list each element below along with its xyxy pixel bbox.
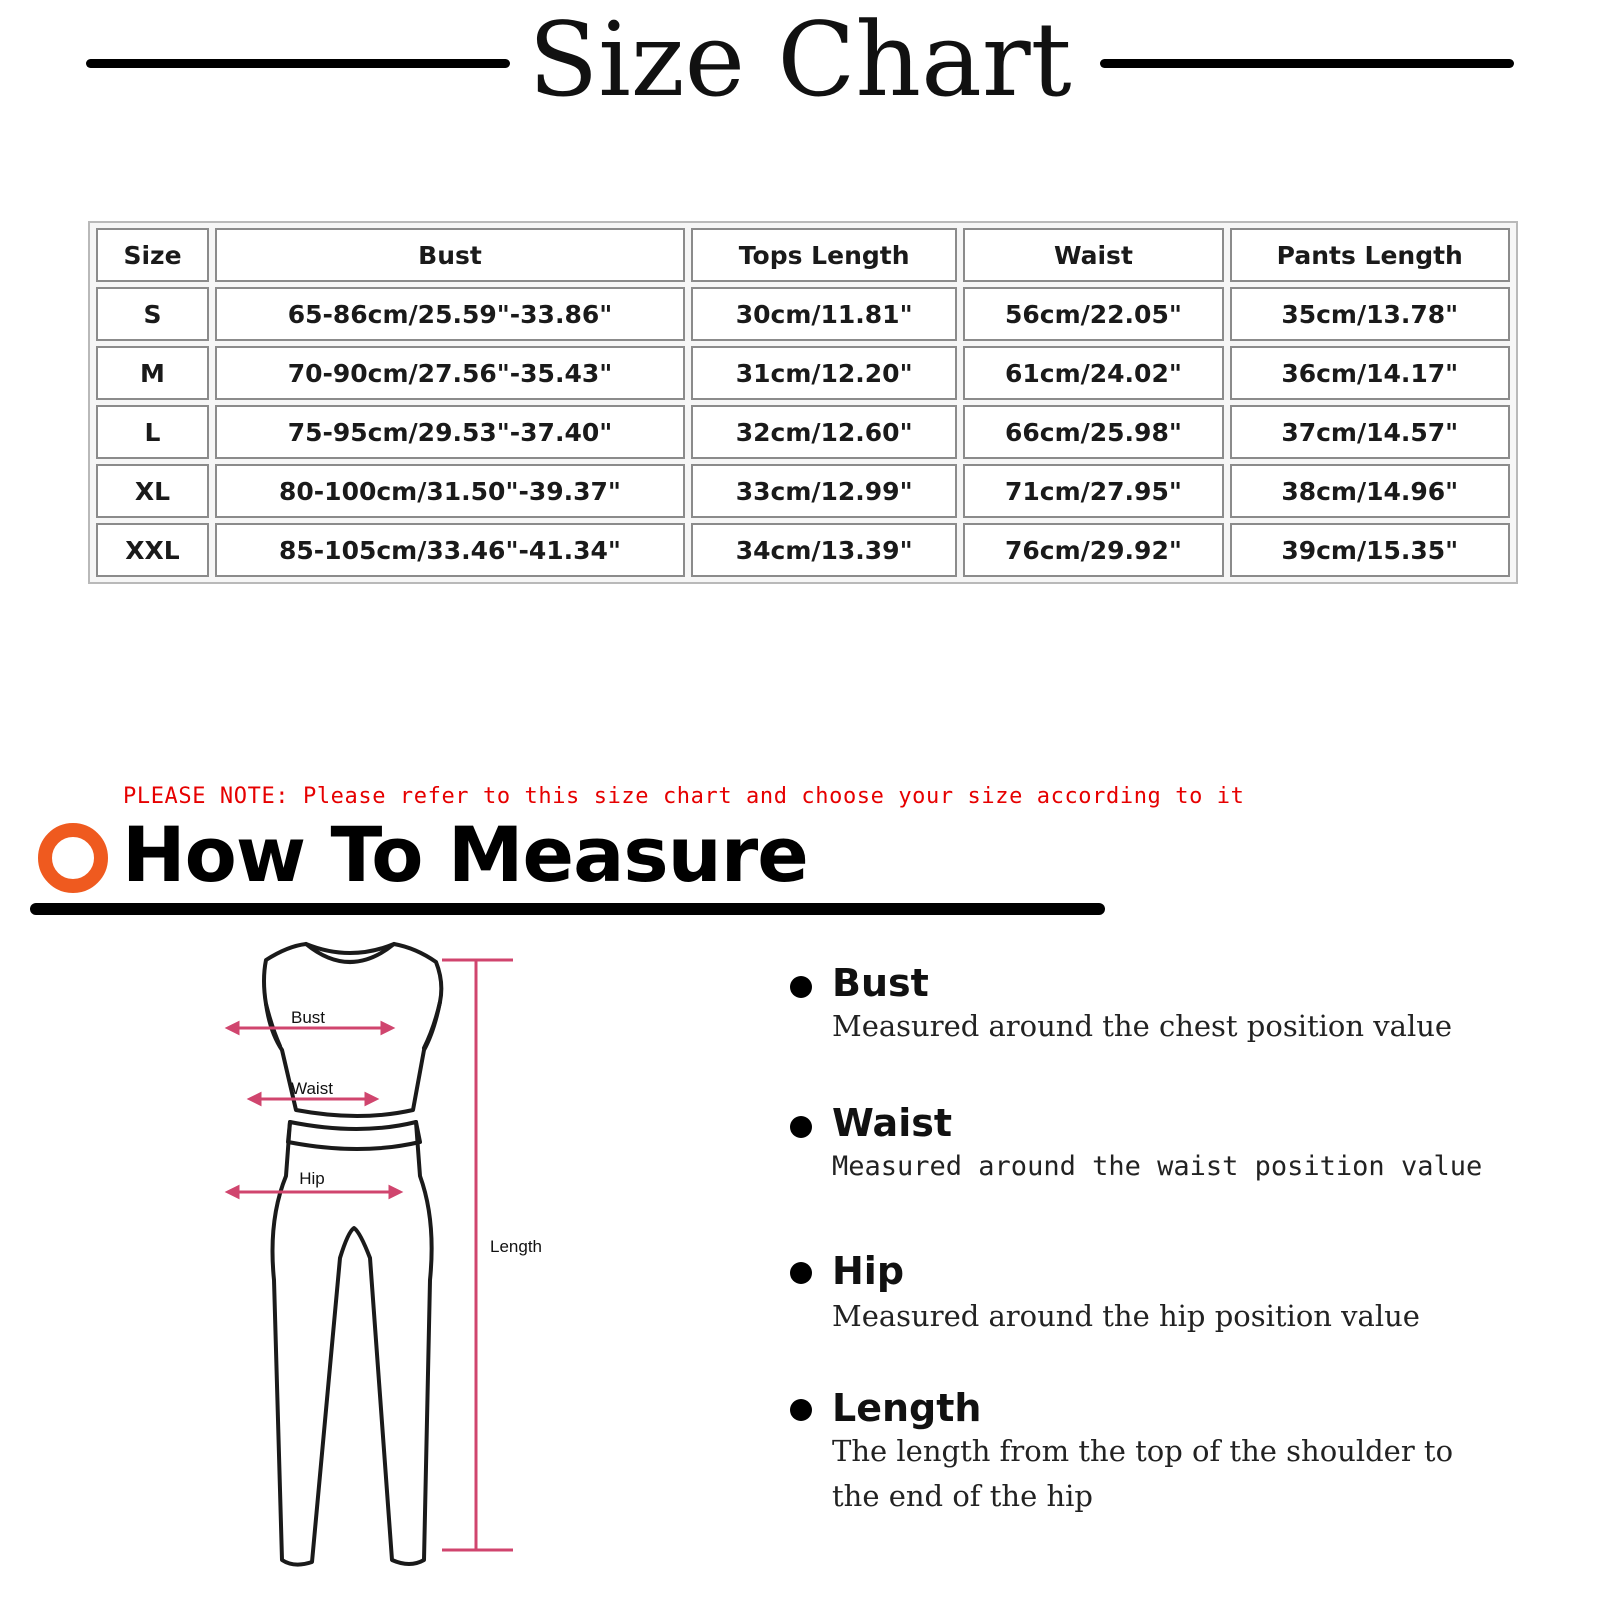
table-row [96, 405, 1510, 459]
page-title: Size Chart [528, 1, 1072, 120]
pants-length-cell: 36cm/14.17" [1230, 346, 1510, 400]
figure-label-waist: Waist [291, 1079, 333, 1098]
size-table [88, 221, 1518, 584]
definition-description: the end of the hip [832, 1479, 1093, 1513]
table-row [96, 523, 1510, 577]
size-cell: S [96, 287, 209, 341]
tops-length-cell: 34cm/13.39" [691, 523, 957, 577]
bullet-icon [790, 976, 812, 998]
bullet-icon [790, 1116, 812, 1138]
size-cell: XXL [96, 523, 209, 577]
tops-length-cell: 33cm/12.99" [691, 464, 957, 518]
garment-outline [264, 944, 441, 1565]
size-note: PLEASE NOTE: Please refer to this size chart and choose your size according to it [123, 784, 1245, 809]
size-cell: L [96, 405, 209, 459]
definition-term: Length [832, 1386, 982, 1430]
pants-length-cell: 37cm/14.57" [1230, 405, 1510, 459]
size-cell: XL [96, 464, 209, 518]
waist-cell: 56cm/22.05" [963, 287, 1223, 341]
pants-length-cell: 39cm/15.35" [1230, 523, 1510, 577]
bullet-icon [790, 1262, 812, 1284]
tops-length-cell: 31cm/12.20" [691, 346, 957, 400]
table-row [96, 346, 1510, 400]
figure-label-bust: Bust [290, 1008, 326, 1027]
ring-icon [38, 823, 108, 893]
definition-description: Measured around the waist position value [832, 1151, 1483, 1182]
table-row [96, 287, 1510, 341]
waist-cell: 76cm/29.92" [963, 523, 1223, 577]
tops-length-cell: 32cm/12.60" [691, 405, 957, 459]
tops-length-cell: 30cm/11.81" [691, 287, 957, 341]
bust-cell: 85-105cm/33.46"-41.34" [215, 523, 685, 577]
definition-description: The length from the top of the shoulder to [832, 1434, 1454, 1468]
bust-cell: 65-86cm/25.59"-33.86" [215, 287, 685, 341]
how-to-measure-heading: How To Measure [122, 810, 808, 899]
heading-underline [30, 903, 1105, 915]
column-header: Bust [215, 228, 685, 282]
column-header: Waist [963, 228, 1223, 282]
bust-cell: 80-100cm/31.50"-39.37" [215, 464, 685, 518]
bullet-icon [790, 1399, 812, 1421]
pants-length-cell: 38cm/14.96" [1230, 464, 1510, 518]
definition-term: Waist [832, 1101, 953, 1145]
garment-figure [210, 940, 570, 1600]
size-cell: M [96, 346, 209, 400]
table-row [96, 464, 1510, 518]
column-header: Size [96, 228, 209, 282]
waist-cell: 71cm/27.95" [963, 464, 1223, 518]
definition-term: Hip [832, 1249, 905, 1293]
pants-length-cell: 35cm/13.78" [1230, 287, 1510, 341]
definition-term: Bust [832, 961, 929, 1005]
figure-label-hip: Hip [299, 1169, 325, 1188]
table-header-row [96, 228, 1510, 282]
figure-label-length: Length [490, 1237, 542, 1256]
waist-cell: 66cm/25.98" [963, 405, 1223, 459]
column-header: Pants Length [1230, 228, 1510, 282]
definition-description: Measured around the chest position value [832, 1009, 1453, 1043]
definition-description: Measured around the hip position value [832, 1299, 1420, 1333]
bust-cell: 75-95cm/29.53"-37.40" [215, 405, 685, 459]
column-header: Tops Length [691, 228, 957, 282]
waist-cell: 61cm/24.02" [963, 346, 1223, 400]
bust-cell: 70-90cm/27.56"-35.43" [215, 346, 685, 400]
